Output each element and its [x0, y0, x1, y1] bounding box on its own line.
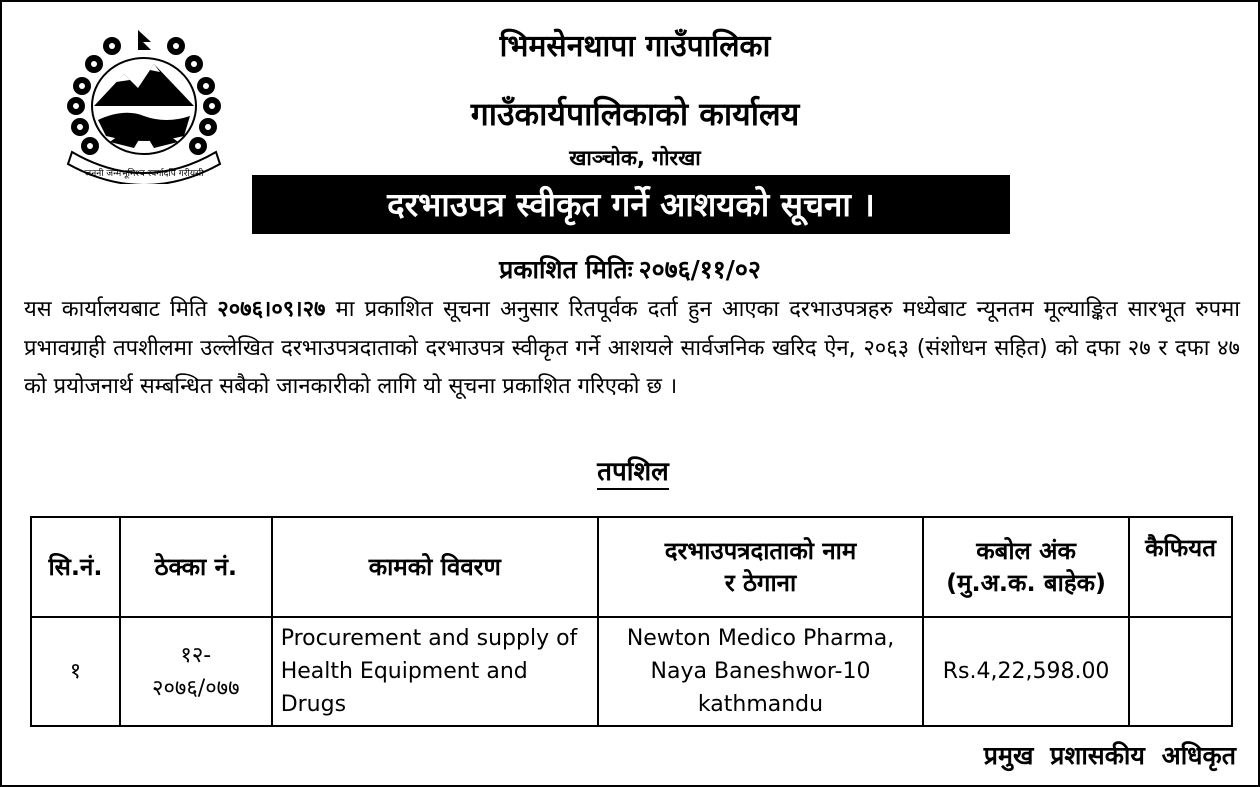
cell-contract-no-line2: २०७६/०७७ — [152, 675, 240, 701]
published-date-value: २०७६/११/०२ — [638, 255, 761, 284]
schedule-heading — [2, 452, 1258, 488]
cell-sn: १ — [31, 617, 120, 726]
column-header-remarks: कैफियत — [1129, 517, 1232, 617]
emblem-motto: जननी जन्मभूमिश्च स्वर्गादपि गरीयसी — [84, 169, 204, 179]
municipality-name: भिमसेनथापा गाउँपालिका — [499, 29, 771, 64]
cell-contract-no — [120, 617, 272, 726]
column-header-amount-line2: (मु.अ.क. बाहेक) — [946, 569, 1107, 597]
published-date-label: प्रकाशित मितिः — [499, 255, 633, 284]
cell-bidder-line2: Naya Baneshwor-10 — [650, 659, 871, 684]
table-header-row — [31, 517, 1232, 617]
notice-title-banner — [252, 175, 1010, 234]
cell-bidder-line3: kathmandu — [697, 692, 824, 717]
column-header-bidder — [598, 517, 923, 617]
column-header-amount-line1: कबोल अंक — [976, 537, 1076, 565]
office-name: गाउँकार्यपालिकाको कार्यालय — [470, 95, 800, 133]
schedule-heading-text: तपशिल — [597, 457, 669, 490]
cell-remarks — [1129, 617, 1232, 726]
cell-contract-no-line1: १२- — [180, 642, 212, 668]
column-header-sn: सि.नं. — [31, 517, 120, 617]
column-header-bidder-line1: दरभाउपत्रदाताको नाम — [664, 537, 857, 565]
table-row — [31, 617, 1232, 726]
notice-body-paragraph — [24, 291, 1240, 407]
cell-bidder-line1: Newton Medico Pharma, — [626, 626, 895, 651]
signatory-title: प्रमुख प्रशासकीय अधिकृत — [983, 741, 1236, 770]
cell-bidder — [598, 617, 923, 726]
cell-work-description: Procurement and supply of Health Equipment and Drugs — [272, 617, 598, 726]
column-header-bidder-line2: र ठेगाना — [724, 569, 797, 597]
cell-amount: Rs.4,22,598.00 — [923, 617, 1129, 726]
body-text-part2: मा प्रकाशित सूचना अनुसार रितपूर्वक दर्ता हुन आएका दरभाउपत्रहरु मध्येबाट न्यूनतम मूल्याङ्कित सारभूत रुपमा प्रभावग्राही तपशीलमा उल्लेखित दरभाउपत्रदाताको दरभाउपत्र स्वीकृत गर्ने आशयले सार्वजनिक खरिद ऐन, २०६३ (संशोधन सहित) को दफा २७ र दफा ४७ को प्रयोजनार्थ सम्बन्धित सबैको जानकारीको लागि यो सूचना प्रकाशित गरिएको छ । — [24, 297, 1240, 399]
column-header-contract-no: ठेक्का नं. — [120, 517, 272, 617]
body-text-part1: यस कार्यालयबाट मिति — [24, 297, 218, 322]
column-header-amount — [923, 517, 1129, 617]
notice-title: दरभाउपत्र स्वीकृत गर्ने आशयको सूचना । — [387, 185, 875, 224]
published-date-line — [2, 252, 1258, 286]
body-reference-date: २०७६।०९।२७ — [217, 297, 326, 322]
tender-table — [30, 516, 1233, 727]
office-address: खाञ्चोक, गोरखा — [569, 146, 701, 170]
column-header-work: कामको विवरण — [272, 517, 598, 617]
